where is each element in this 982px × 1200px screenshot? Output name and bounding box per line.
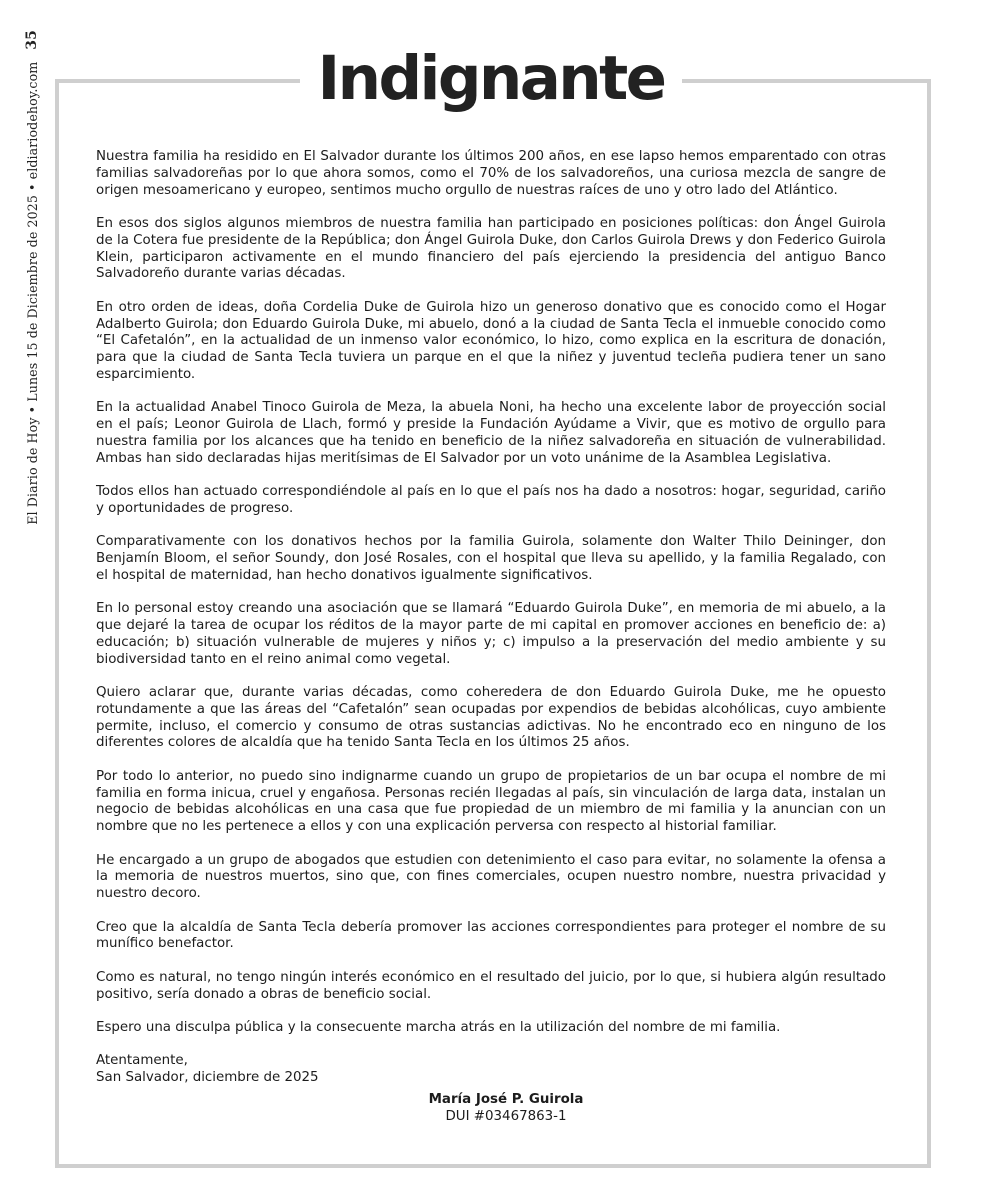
signer-id: DUI #03467863-1 — [445, 1108, 567, 1124]
signer-name: María José P. Guirola — [428, 1091, 584, 1107]
paragraph: En esos dos siglos algunos miembros de nuestra familia han participado en posiciones políticas: don Ángel Guirola de la Cotera fue presidente de la República; don Ángel Guirola Duke, don Carlos Guirola Drews y don Federico Guirola Klein, participaron activamente en el mundo financiero del país ejerciendo la presidencia del antiguo Banco Salvadoreño durante varias décadas. — [96, 215, 886, 282]
paragraph: Creo que la alcaldía de Santa Tecla debería promover las acciones correspondientes para proteger el nombre de su munífico benefactor. — [96, 919, 886, 952]
side-strip — [21, 30, 43, 525]
paragraph: En la actualidad Anabel Tinoco Guirola de Meza, la abuela Noni, ha hecho una excelente labor de proyección social en el país; Leonor Guirola de Llach, formó y preside la Fundación Ayúdame a Vivir, que es motivo de orgullo para nuestra familia por los alcances que ha tenido en beneficio de la niñez salvadoreña en situación de vulnerabilidad. Ambas han sido declaradas hijas meritísimas de El Salvador por un voto unánime de la Asamblea Legislativa. — [96, 400, 886, 466]
paragraph: Todos ellos han actuado correspondiéndole al país en lo que el país nos ha dado a nosotros: hogar, seguridad, cariño y oportunidades de progreso. — [96, 484, 886, 516]
paragraph: Espero una disculpa pública y la consecuente marcha atrás en la utilización del nombre de mi familia. — [96, 1020, 781, 1035]
paragraph: Quiero aclarar que, durante varias décadas, como coheredera de don Eduardo Guirola Duke, me he opuesto rotundamente a que las áreas del “Cafetalón” sean ocupadas por expendios de bebidas alcohólicas, cuyo ambiente permite, incluso, el comercio y consumo de otras sustancias adictivas. No he encontrado eco en ninguno de los diferentes colores de alcaldía que ha tenido Santa Tecla en los últimos 25 años. — [96, 685, 886, 751]
paragraph: En otro orden de ideas, doña Cordelia Duke de Guirola hizo un generoso donativo que es conocido como el Hogar Adalberto Guirola; don Eduardo Guirola Duke, mi abuelo, donó a la ciudad de Santa Tecla el inmueble conocido como “El Cafetalón”, en la actualidad de un inmenso valor económico, lo hizo, como explica en la escritura de donación, para que la ciudad de Santa Tecla tuviera un parque en el que la niñez y juventud tecleña pudiera tener un sano esparcimiento. — [96, 299, 886, 382]
paragraph: Como es natural, no tengo ningún interés económico en el resultado del juicio, por lo que, si hubiera algún resultado positivo, sería donado a obras de beneficio social. — [96, 969, 886, 1002]
headline: Indignante — [300, 44, 683, 114]
paragraph: Comparativamente con los donativos hechos por la familia Guirola, solamente don Walter Thilo Deininger, don Benjamín Bloom, el señor Soundy, don José Rosales, con el hospital que lleva su apellido, y la familia Regalado, con el hospital de maternidad, han hecho donativos igualmente significativos. — [96, 534, 886, 583]
page-number: 35 — [24, 30, 40, 50]
closing-place-date: San Salvador, diciembre de 2025 — [96, 1070, 319, 1086]
paragraph: Nuestra familia ha residido en El Salvador durante los últimos 200 años, en ese lapso hemos emparentado con otras familias salvadoreñas por lo que ahora somos, como el 70% de los salvadoreños, una curiosa mezcla de sangre de origen mesoamericano y europeo, sentimos mucho orgullo de nuestras raíces de uno y otro lado del Atlántico. — [96, 149, 886, 198]
signature-block — [96, 1092, 886, 1126]
open-letter — [96, 149, 886, 1126]
closing — [96, 1053, 886, 1087]
paragraph: Por todo lo anterior, no puedo sino indignarme cuando un grupo de propietarios de un bar ocupa el nombre de mi familia en forma inicua, cruel y engañosa. Personas recién llegadas al país, sin vinculación de larga data, instalan un negocio de bebidas alcohólicas en una casa que fue propiedad de un miembro de mi familia y la anuncian con un nombre que no les pertenece a ellos y con una explicación perversa con respecto al historial familiar. — [96, 768, 886, 835]
publication-line: El Diario de Hoy • Lunes 15 de Diciembre de 2025 • eldiariodehoy.com — [24, 61, 40, 525]
paragraph: He encargado a un grupo de abogados que estudien con detenimiento el caso para evitar, no solamente la ofensa a la memoria de nuestros muertos, sino que, con fines comerciales, ocupen nuestro nombre, nuestra privacidad y nuestro decoro. — [96, 852, 886, 902]
paragraph: En lo personal estoy creando una asociación que se llamará “Eduardo Guirola Duke”, en memoria de mi abuelo, a la que dejaré la tarea de ocupar los réditos de la mayor parte de mi capital en promover acciones en beneficio de: a) educación; b) situación vulnerable de mujeres y niños y; c) impulso a la preservación del medio ambiente y su biodiversidad tanto en el reino animal como vegetal. — [96, 601, 886, 667]
closing-salutation: Atentamente, — [96, 1053, 188, 1069]
publication-info — [21, 30, 43, 525]
